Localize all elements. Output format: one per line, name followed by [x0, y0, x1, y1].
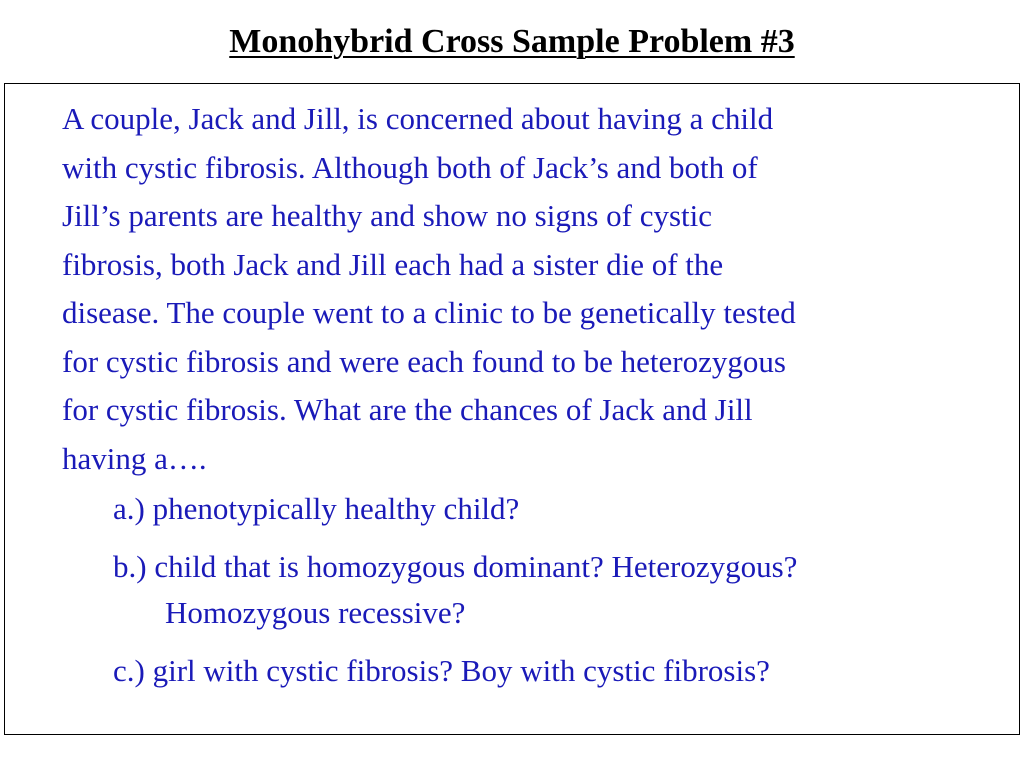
paragraph-line: Jill’s parents are healthy and show no signs of cystic [62, 198, 713, 233]
question-b: b.) child that is homozygous dominant? Heterozygous? [113, 549, 798, 584]
slide-title [0, 22, 1024, 62]
problem-paragraph [62, 95, 1012, 483]
paragraph-line: with cystic fibrosis. Although both of Jack’s and both of [62, 149, 758, 185]
paragraph-line: disease. The couple went to a clinic to be genetically tested [62, 295, 796, 330]
paragraph-line: having a…. [62, 440, 207, 476]
slide-title-text: Monohybrid Cross Sample Problem #3 [229, 23, 795, 60]
paragraph-line: for cystic fibrosis. What are the chances of Jack and Jill [62, 392, 753, 427]
paragraph-line: for cystic fibrosis and were each found to be heterozygous [62, 343, 786, 379]
question-c: c.) girl with cystic fibrosis? Boy with cystic fibrosis? [113, 653, 770, 688]
question-b-continued: Homozygous recessive? [165, 595, 466, 630]
paragraph-line: A couple, Jack and Jill, is concerned about having a child [62, 101, 774, 136]
question-a: a.) phenotypically healthy child? [113, 491, 520, 526]
paragraph-line: fibrosis, both Jack and Jill each had a sister die of the [62, 246, 724, 282]
